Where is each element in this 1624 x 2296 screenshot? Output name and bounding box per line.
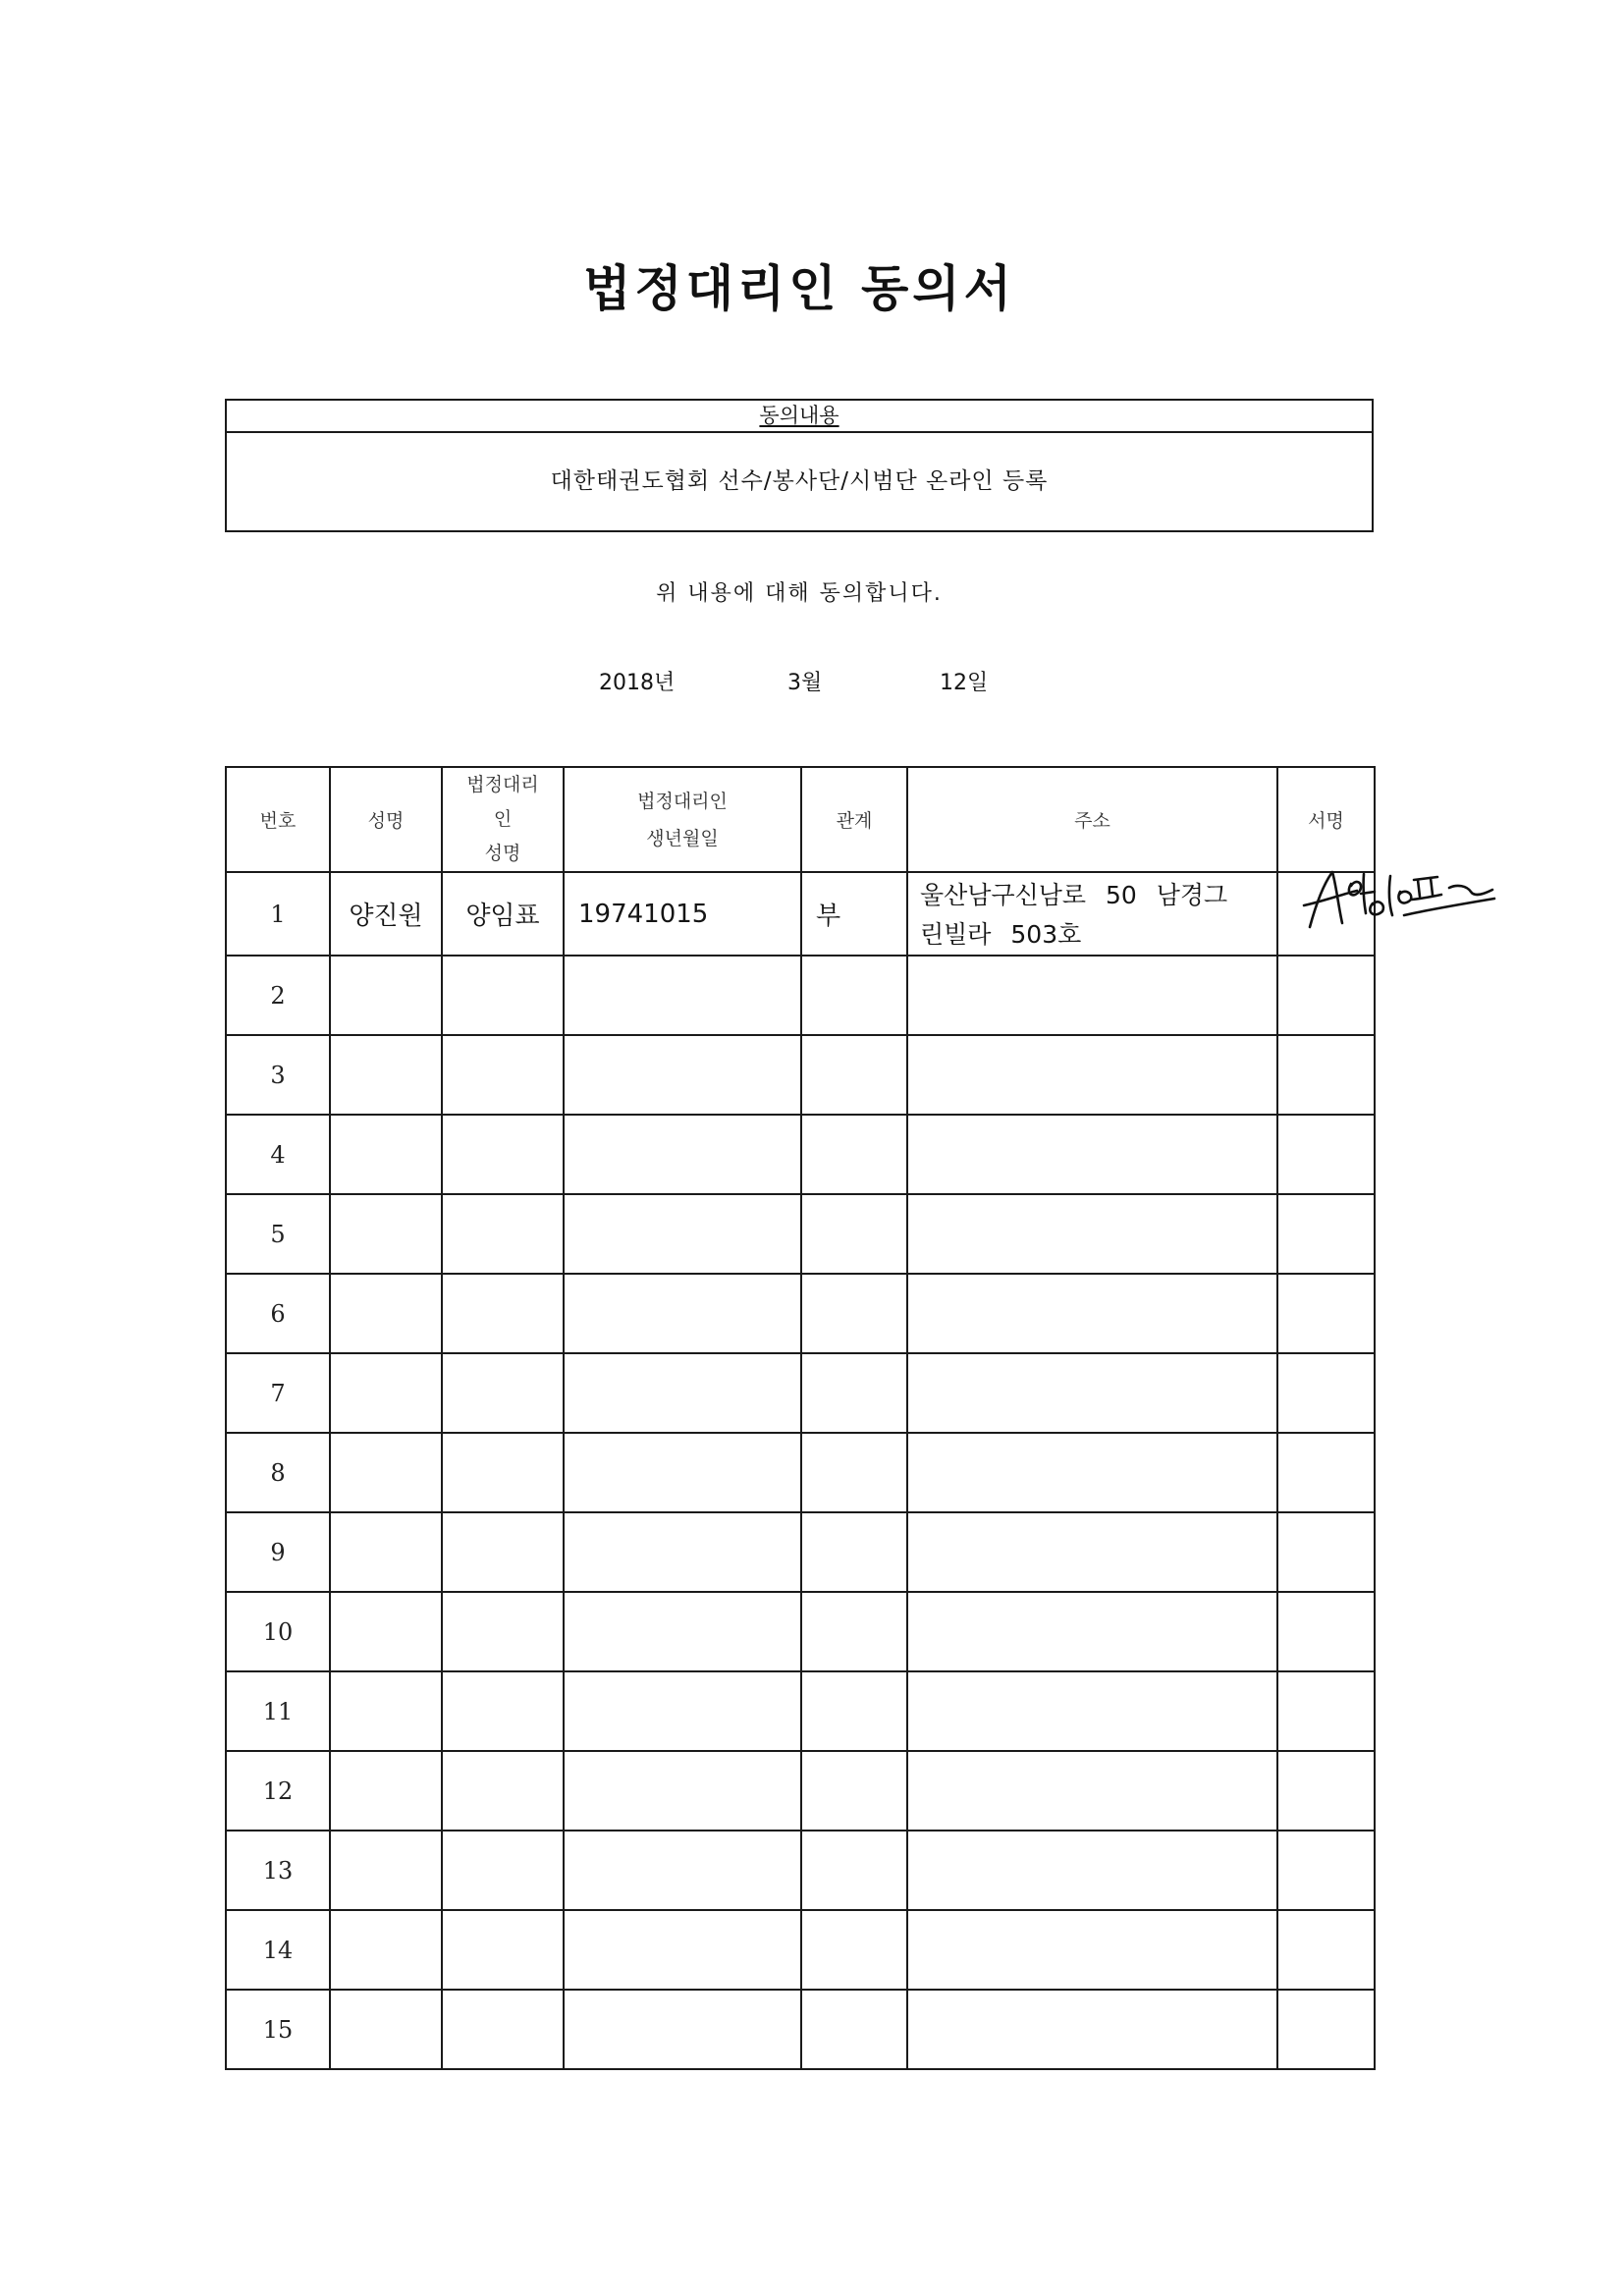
signature-cell [1277,1353,1375,1433]
relation-cell [801,1433,907,1512]
student-name-cell [330,1433,442,1512]
address-cell [907,1353,1277,1433]
guardian-name-cell [442,1353,564,1433]
relation-cell [801,1910,907,1990]
guardian-name-cell [442,1910,564,1990]
guardian-consent-table [225,766,1376,2070]
signature-cell [1277,1831,1375,1910]
table-row [226,956,1375,1035]
date-year: 2018년 [599,671,676,695]
guardian-birthdate-cell [564,1274,801,1353]
guardian-name-cell [442,1194,564,1274]
row-number-cell: 14 [226,1910,330,1990]
guardian-birthdate-cell [564,1433,801,1512]
row-number-cell: 9 [226,1512,330,1592]
student-name-cell [330,1592,442,1671]
header-signature: 서명 [1277,767,1375,872]
address-cell [907,1592,1277,1671]
table-row [226,1115,1375,1194]
handwritten-signature [1302,864,1498,939]
row-number-cell: 1 [226,872,330,956]
address-line: 울산남구신남로 50 남경그 [920,881,1228,909]
guardian-birthdate-cell [564,1990,801,2069]
student-name-cell [330,1990,442,2069]
guardian-name-cell [442,1831,564,1910]
address-cell [907,1512,1277,1592]
student-name-cell [330,1115,442,1194]
relation-cell [801,1115,907,1194]
address-cell [907,1035,1277,1115]
table-row [226,1194,1375,1274]
signature-cell [1277,1592,1375,1671]
table-row [226,1353,1375,1433]
guardian-birthdate-cell [564,1353,801,1433]
guardian-birthdate-cell: 19741015 [564,872,801,956]
header-line: 성명 [484,843,521,864]
address-cell [907,1194,1277,1274]
student-name-cell [330,1035,442,1115]
relation-cell [801,1671,907,1751]
student-name-cell [330,956,442,1035]
table-row [226,872,1375,956]
guardian-birthdate-cell [564,1592,801,1671]
student-name-cell [330,1512,442,1592]
header-line: 생년월일 [646,827,719,849]
document-title: 법정대리인 동의서 [583,259,1015,317]
relation-cell [801,1274,907,1353]
relation-cell [801,1592,907,1671]
relation-cell [801,1831,907,1910]
student-name-cell [330,1671,442,1751]
relation-cell [801,1035,907,1115]
relation-cell: 부 [801,872,907,956]
student-name-cell [330,1751,442,1831]
table-body [226,872,1375,2069]
header-guardian-name [442,767,564,872]
table-row [226,1035,1375,1115]
address-cell [907,872,1277,956]
table-row [226,1990,1375,2069]
address-cell [907,1910,1277,1990]
signature-cell [1277,1035,1375,1115]
address-cell [907,1115,1277,1194]
guardian-birthdate-cell [564,1115,801,1194]
guardian-name-cell [442,1035,564,1115]
guardian-birthdate-cell [564,956,801,1035]
relation-cell [801,1751,907,1831]
guardian-birthdate-cell [564,1910,801,1990]
row-number-cell: 12 [226,1751,330,1831]
address-cell [907,1831,1277,1910]
guardian-name-cell [442,956,564,1035]
relation-cell [801,956,907,1035]
agreement-statement: 위 내용에 대해 동의합니다. [656,581,943,606]
guardian-name-cell: 양임표 [442,872,564,956]
signature-cell [1277,1751,1375,1831]
student-name-cell [330,1353,442,1433]
address-cell [907,1433,1277,1512]
guardian-birthdate-cell [564,1831,801,1910]
guardian-name-cell [442,1115,564,1194]
header-name: 성명 [330,767,442,872]
guardian-birthdate-cell [564,1035,801,1115]
signature-cell [1277,1433,1375,1512]
header-guardian-birthdate [564,767,801,872]
row-number-cell: 7 [226,1353,330,1433]
guardian-name-cell [442,1512,564,1592]
student-name-cell [330,1194,442,1274]
address-cell [907,1274,1277,1353]
guardian-birthdate-cell [564,1194,801,1274]
table-row [226,1671,1375,1751]
guardian-name-cell [442,1274,564,1353]
signature-cell [1277,1274,1375,1353]
guardian-birthdate-cell [564,1512,801,1592]
row-number-cell: 3 [226,1035,330,1115]
address-cell [907,1751,1277,1831]
row-number-cell: 2 [226,956,330,1035]
guardian-name-cell [442,1751,564,1831]
signature-cell [1277,1990,1375,2069]
header-relation: 관계 [801,767,907,872]
relation-cell [801,1353,907,1433]
signature-cell [1277,1115,1375,1194]
signature-cell [1277,1910,1375,1990]
address-cell [907,956,1277,1035]
date-day: 12일 [940,671,989,695]
student-name-cell: 양진원 [330,872,442,956]
header-address: 주소 [907,767,1277,872]
signature-cell [1277,1671,1375,1751]
header-line: 인 [493,808,513,830]
student-name-cell [330,1274,442,1353]
guardian-birthdate-cell [564,1671,801,1751]
address-cell [907,1671,1277,1751]
guardian-name-cell [442,1592,564,1671]
row-number-cell: 11 [226,1671,330,1751]
row-number-cell: 10 [226,1592,330,1671]
signature-cell [1277,956,1375,1035]
signature-cell [1277,1194,1375,1274]
table-row [226,1274,1375,1353]
table-row [226,1831,1375,1910]
consent-content: 대한태권도협회 선수/봉사단/시범단 온라인 등록 [550,468,1049,494]
header-line: 법정대리인 [637,790,728,812]
row-number-cell: 4 [226,1115,330,1194]
address-cell [907,1990,1277,2069]
address-line: 린빌라 503호 [920,920,1082,949]
table-row [226,1512,1375,1592]
relation-cell [801,1194,907,1274]
table-header-row [226,767,1375,872]
student-name-cell [330,1910,442,1990]
signature-cell [1277,1512,1375,1592]
row-number-cell: 13 [226,1831,330,1910]
table-row [226,1910,1375,1990]
relation-cell [801,1512,907,1592]
guardian-name-cell [442,1990,564,2069]
table-row [226,1592,1375,1671]
header-line: 법정대리 [466,774,539,795]
guardian-name-cell [442,1671,564,1751]
guardian-name-cell [442,1433,564,1512]
row-number-cell: 6 [226,1274,330,1353]
row-number-cell: 8 [226,1433,330,1512]
relation-cell [801,1990,907,2069]
guardian-birthdate-cell [564,1751,801,1831]
row-number-cell: 15 [226,1990,330,2069]
table-row [226,1433,1375,1512]
table-row [226,1751,1375,1831]
row-number-cell: 5 [226,1194,330,1274]
student-name-cell [330,1831,442,1910]
consent-header: 동의내용 [227,401,1372,433]
consent-box [225,399,1374,532]
header-number: 번호 [226,767,330,872]
date-month: 3월 [787,671,823,695]
